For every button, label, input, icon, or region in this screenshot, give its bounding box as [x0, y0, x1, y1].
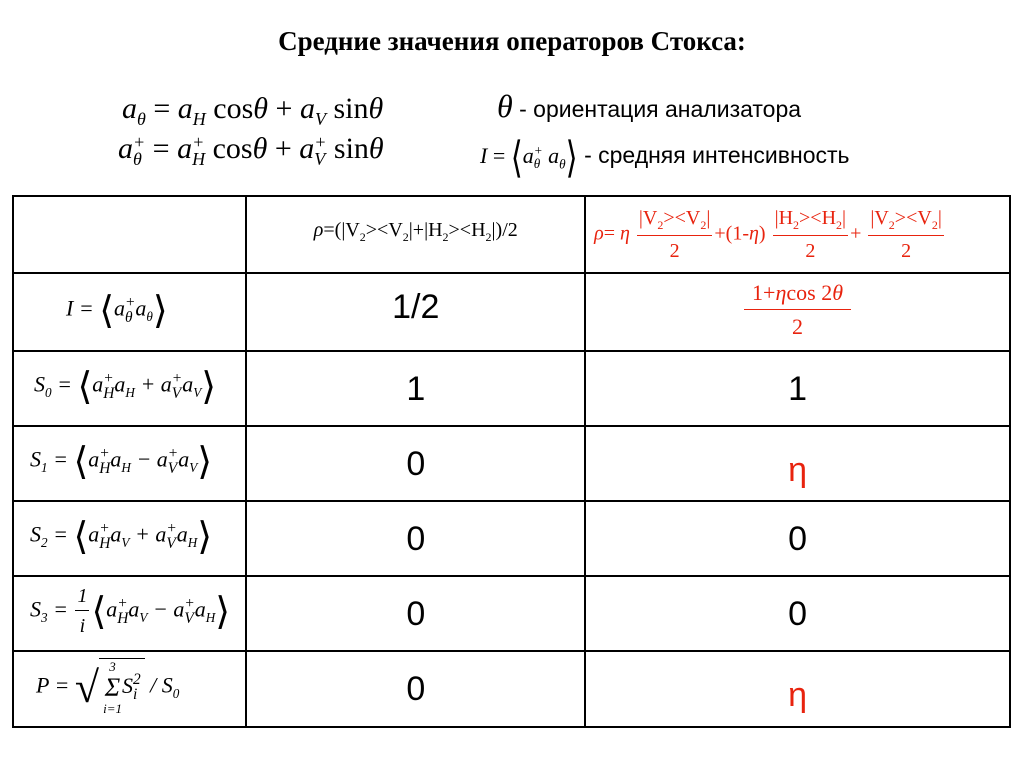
header-empty-cell — [13, 196, 246, 273]
value-mixed: 1 — [585, 351, 1010, 426]
slide-title: Средние значения операторов Стокса: — [278, 26, 746, 56]
theta-symbol: θ — [497, 88, 513, 124]
intensity-note — [480, 134, 850, 182]
theta-note-text: - ориентация анализатора — [519, 96, 802, 122]
value-mixed: $\frac{1+\eta\cos 2\theta}{2}$ — [585, 273, 1010, 351]
row-label-s2: $S_2$ = ⟨a+ $Ha_V + a+$ $Va_H⟩$ — [13, 501, 246, 576]
value-pure: 0 — [246, 651, 585, 727]
value-mixed: η — [585, 651, 1010, 727]
value-pure: 0 — [246, 426, 585, 501]
value-mixed: 0 — [585, 501, 1010, 576]
value-pure: 0 — [246, 576, 585, 651]
header-rho-mixed: ρ= η $\frac{|V_2><V_2|}{2}$ +(1-η) $\frac{|H_2><H_2|}{2}$ + $\frac{|V_2><V_2|}{2}$ — [585, 196, 1010, 273]
value-mixed: 0 — [585, 576, 1010, 651]
theta-note — [497, 88, 801, 125]
table-row — [13, 273, 1010, 351]
row-label-polarization: P = √ 3 Σ i=1 S2 i / $S_0$ — [13, 651, 246, 727]
stokes-table — [12, 195, 1011, 728]
equation-line-1: $a_\theta = a_H$ $\cos\theta + a_V$ sinθ — [122, 92, 384, 129]
table-row — [13, 501, 1010, 576]
value-pure: 0 — [246, 501, 585, 576]
row-label-s3: $S_3$ = $\frac{1}{i}$ ⟨a+ $Ha_V - a+$ $Va_H⟩$ — [13, 576, 246, 651]
equation-line-2: a+ θ = a+ H cosθ + a+ V sinθ — [118, 132, 384, 170]
value-pure: 1/2 — [246, 273, 585, 351]
row-label-s1: $S_1$ = ⟨a+ $Ha_H - a+$ $Va_V⟩$ — [13, 426, 246, 501]
row-label-s0: $S_0$ = ⟨a+ $Ha_H + a+$ $Va_V⟩$ — [13, 351, 246, 426]
table-header-row — [13, 196, 1010, 273]
header-rho-pure: $\rho=(|V_2><V_2|+|H_2><H_2|)/2$ — [246, 196, 585, 273]
table-row — [13, 576, 1010, 651]
intensity-note-text: - средняя интенсивность — [584, 142, 850, 169]
row-label-intensity: I = ⟨a+ θ $a_\theta⟩$ — [13, 273, 246, 351]
value-mixed: η — [585, 426, 1010, 501]
table-row — [13, 351, 1010, 426]
table-row — [13, 651, 1010, 727]
value-pure: 1 — [246, 351, 585, 426]
table-row — [13, 426, 1010, 501]
intensity-formula: I = ⟨a+ θ $a_\theta⟩$ — [480, 134, 578, 182]
